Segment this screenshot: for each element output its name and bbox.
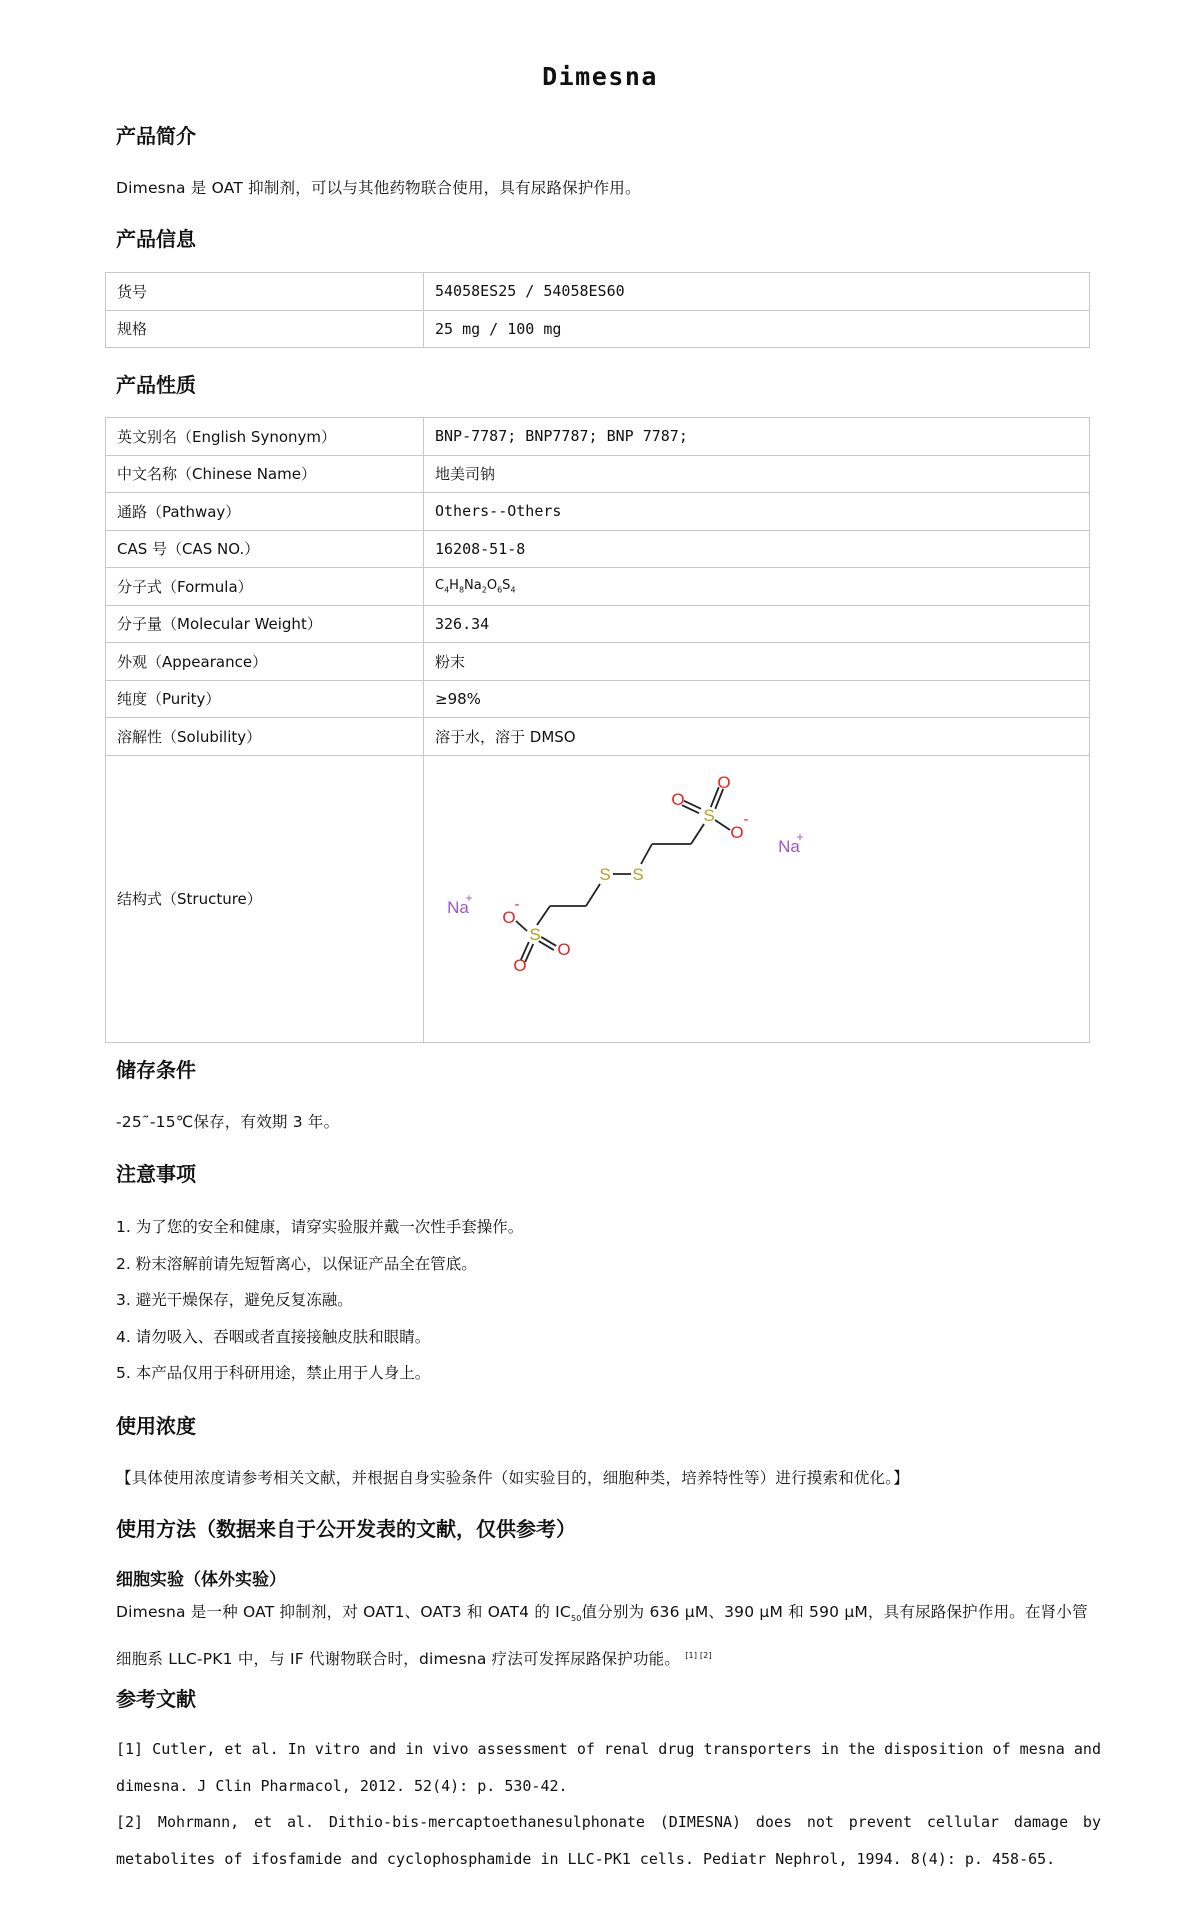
list-item: 3. 避光干燥保存，避免反复冻融。: [116, 1291, 353, 1309]
prop-key: 纯度（Purity）: [106, 680, 424, 718]
sulfur-atom: S: [599, 864, 611, 884]
table-row: [106, 455, 1090, 493]
formula-part: 2: [481, 585, 487, 595]
oxygen-atom: O: [717, 772, 731, 792]
method-subheading: 细胞实验（体外实验）: [116, 1570, 286, 1590]
reference-item: [2] Mohrmann, et al. Dithio-bis-mercaptoethanesulphonate (DIMESNA) does not prevent cellular damage by metabolites of ifosfamide and cyclophosphamide in LLC-PK1 cells. Pediatr Nephrol, 1994. 8(4): p. 458-65.: [116, 1813, 1101, 1868]
single-bond: [715, 820, 730, 830]
prop-key: 中文名称（Chinese Name）: [106, 455, 424, 493]
table-row: [106, 530, 1090, 568]
table-row: [106, 605, 1090, 643]
oxygen-atom: O: [730, 822, 744, 842]
concentration-text: 【具体使用浓度请参考相关文献，并根据自身实验条件（如实验目的，细胞种类，培养特性等）进行摸索和优化。】: [116, 1469, 909, 1487]
charge-minus: -: [743, 810, 749, 828]
table-row: [106, 680, 1090, 718]
formula-part: O: [486, 577, 498, 593]
single-bond: [516, 921, 527, 931]
single-bond: [641, 844, 652, 864]
sulfur-atom: S: [632, 864, 644, 884]
sodium-ion: Na: [447, 897, 469, 917]
product-title: Dimesna: [542, 62, 658, 91]
single-bond: [586, 884, 600, 906]
prop-value: ≥98%: [424, 680, 1090, 718]
props-table: [105, 417, 1090, 1043]
charge-plus: +: [465, 890, 473, 905]
charge-plus: +: [796, 829, 804, 844]
prop-value: 地美司钠: [424, 455, 1090, 493]
structure-diagram: [424, 756, 1084, 1042]
list-item: 4. 请勿吸入、吞咽或者直接接触皮肤和眼睛。: [116, 1328, 431, 1346]
prop-value: 16208-51-8: [424, 530, 1090, 568]
prop-value: 326.34: [424, 605, 1090, 643]
prop-key: CAS 号（CAS NO.）: [106, 530, 424, 568]
formula-part: 4: [444, 585, 450, 595]
table-row: [106, 718, 1090, 756]
table-row: [106, 643, 1090, 681]
intro-text: Dimesna 是 OAT 抑制剂，可以与其他药物联合使用，具有尿路保护作用。: [116, 179, 641, 197]
prop-key: 外观（Appearance）: [106, 643, 424, 681]
info-key: 货号: [106, 273, 424, 311]
method-text: [116, 1594, 1101, 1678]
prop-value: BNP-7787; BNP7787; BNP 7787;: [424, 418, 1090, 456]
formula-part: H: [449, 577, 459, 593]
prop-value: 溶于水，溶于 DMSO: [424, 718, 1090, 756]
table-row: [106, 418, 1090, 456]
single-bond: [537, 906, 550, 925]
method-heading: 使用方法（数据来自于公开发表的文献，仅供参考）: [116, 1517, 576, 1541]
formula-part: S: [502, 577, 511, 593]
prop-value: 粉末: [424, 643, 1090, 681]
list-item: 5. 本产品仅用于科研用途，禁止用于人身上。: [116, 1364, 431, 1382]
info-value: 25 mg / 100 mg: [424, 310, 1090, 348]
references-heading: 参考文献: [116, 1687, 196, 1711]
info-key: 规格: [106, 310, 424, 348]
list-item: 2. 粉末溶解前请先短暂离心，以保证产品全在管底。: [116, 1255, 477, 1273]
method-text-a: Dimesna 是一种 OAT 抑制剂，对 OAT1、OAT3 和 OAT4 的 IC: [116, 1603, 571, 1621]
citation-marks: [1] [2]: [685, 1651, 712, 1661]
table-row: [106, 273, 1090, 311]
prop-key: 英文别名（English Synonym）: [106, 418, 424, 456]
formula-part: 4: [510, 585, 516, 595]
info-value: 54058ES25 / 54058ES60: [424, 273, 1090, 311]
concentration-heading: 使用浓度: [116, 1414, 196, 1438]
prop-key: 分子式（Formula）: [106, 568, 424, 606]
table-row: [106, 310, 1090, 348]
info-table: [105, 272, 1090, 348]
oxygen-atom: O: [502, 907, 516, 927]
ic50-subscript: 50: [570, 1614, 582, 1624]
bond-lines: [516, 787, 730, 962]
prop-key: 溶解性（Solubility）: [106, 718, 424, 756]
formula-part: 6: [497, 585, 503, 595]
method-text-b: 值分别为 636 μM、390 μM 和 590 μM，具有尿路保护作用。在肾小管细胞系 LLC-PK1 中，与 IF 代谢物联合时，dimesna 疗法可发挥尿路保护功能。: [116, 1603, 1088, 1669]
formula-part: Na: [464, 577, 482, 593]
props-heading: 产品性质: [116, 373, 196, 397]
prop-key: 结构式（Structure）: [106, 755, 424, 1042]
intro-heading: 产品简介: [116, 124, 196, 148]
charge-minus: -: [514, 895, 520, 913]
prop-key: 分子量（Molecular Weight）: [106, 605, 424, 643]
sulfur-atom: S: [703, 805, 715, 825]
formula-value: [424, 568, 1090, 606]
structure-cell: [424, 755, 1090, 1042]
single-bond: [691, 824, 704, 844]
list-item: 1. 为了您的安全和健康，请穿实验服并戴一次性手套操作。: [116, 1218, 524, 1236]
formula-part: C: [435, 577, 445, 593]
formula-part: 8: [458, 585, 465, 595]
oxygen-atom: O: [671, 789, 685, 809]
oxygen-atom: O: [513, 955, 527, 975]
oxygen-atom: O: [557, 939, 571, 959]
sulfur-atom: S: [529, 924, 541, 944]
info-heading: 产品信息: [116, 227, 196, 251]
storage-text: -25˜-15℃保存，有效期 3 年。: [116, 1113, 340, 1131]
table-row: [106, 493, 1090, 531]
table-row: [106, 568, 1090, 606]
prop-value: Others--Others: [424, 493, 1090, 531]
reference-item: [1] Cutler, et al. In vitro and in vivo assessment of renal drug transporters in the disposition of mesna and dimesna. J Clin Pharmacol, 2012. 52(4): p. 530-42.: [116, 1740, 1101, 1795]
sodium-ion: Na: [778, 836, 800, 856]
notes-heading: 注意事项: [116, 1162, 196, 1186]
table-row: [106, 755, 1090, 1042]
prop-key: 通路（Pathway）: [106, 493, 424, 531]
storage-heading: 储存条件: [116, 1058, 196, 1082]
